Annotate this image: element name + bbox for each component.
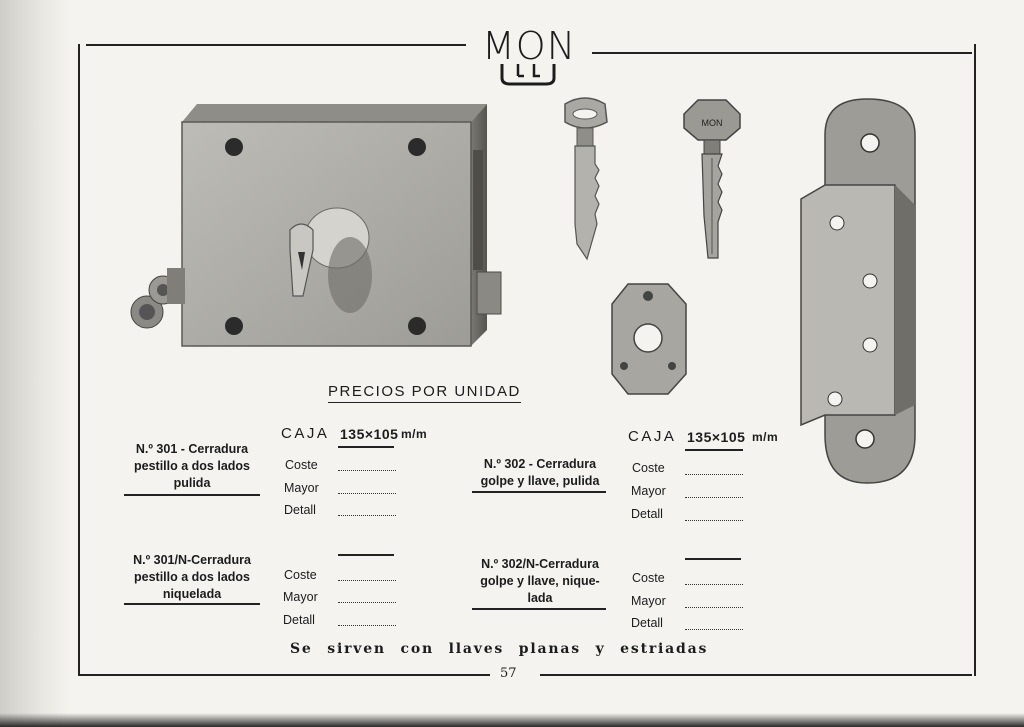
price-field-detall — [338, 625, 396, 626]
product-line: niquelada — [162, 587, 222, 601]
product-divider — [124, 494, 260, 496]
top-rule-left — [86, 44, 466, 46]
price-label-detall: Detall — [284, 503, 316, 517]
product-line: pulida — [173, 476, 211, 490]
escutcheon-plate-illustration-icon — [608, 280, 690, 398]
price-field-coste — [338, 470, 396, 471]
price-field-mayor — [685, 497, 743, 498]
section-separator — [338, 554, 394, 556]
product-line: N.º 302 - Cerradura — [483, 457, 597, 471]
price-field-coste — [338, 580, 396, 581]
product-line: N.º 302/N-Cerradura — [481, 557, 599, 571]
price-label-mayor: Mayor — [631, 484, 666, 498]
page-number: 57 — [500, 666, 517, 681]
product-line: N.º 301/N-Cerradura — [133, 553, 251, 567]
caja-label-left: CAJA — [281, 425, 330, 442]
price-label-mayor: Mayor — [284, 481, 319, 495]
price-label-coste: Coste — [284, 568, 317, 582]
serrated-key-illustration-icon — [680, 96, 745, 264]
product-line: golpe y llave, nique- — [480, 574, 600, 588]
price-field-coste — [685, 584, 743, 585]
product-line: lada — [527, 591, 553, 605]
brand-logo: MON — [482, 24, 577, 68]
section-separator — [685, 558, 741, 560]
product-line: pestillo a dos lados — [134, 459, 250, 473]
product-line: N.º 301 - Cerradura — [135, 442, 249, 456]
price-label-coste: Coste — [632, 461, 665, 475]
price-field-detall — [685, 629, 743, 630]
price-label-mayor: Mayor — [631, 594, 666, 608]
product-302n-title — [466, 556, 614, 607]
dimension-underline — [338, 446, 394, 448]
caja-dimensions-right: 135×105 — [687, 429, 746, 445]
price-heading: PRECIOS POR UNIDAD — [328, 383, 521, 403]
price-field-detall — [338, 515, 396, 516]
price-label-coste: Coste — [632, 571, 665, 585]
product-divider — [124, 603, 260, 605]
flat-key-illustration-icon — [555, 94, 615, 262]
product-divider — [472, 608, 606, 610]
price-label-detall: Detall — [631, 616, 663, 630]
price-field-mayor — [338, 493, 396, 494]
product-line: pestillo a dos lados — [134, 570, 250, 584]
strike-plate-illustration-icon — [795, 95, 925, 487]
bottom-rule-right — [540, 674, 972, 676]
product-301n-title — [118, 552, 266, 603]
dimension-underline — [685, 449, 743, 451]
logo-mark-icon — [498, 62, 558, 88]
page-bottom-shadow — [0, 713, 1024, 727]
price-label-detall: Detall — [283, 613, 315, 627]
caja-label-right: CAJA — [628, 428, 677, 445]
caja-unit-left: m/m — [401, 427, 428, 441]
price-label-coste: Coste — [285, 458, 318, 472]
price-label-detall: Detall — [631, 507, 663, 521]
price-field-mayor — [685, 607, 743, 608]
product-302-title — [466, 456, 614, 490]
price-field-detall — [685, 520, 743, 521]
product-line: golpe y llave, pulida — [480, 474, 600, 488]
footer-note: Se sirven con llaves planas y estriadas — [290, 641, 709, 657]
product-divider — [472, 491, 606, 493]
page-edge-shadow — [0, 0, 70, 727]
bottom-rule-left — [78, 674, 490, 676]
lock-illustration-icon — [125, 100, 510, 350]
price-field-coste — [685, 474, 743, 475]
top-rule-right — [592, 52, 972, 54]
price-label-mayor: Mayor — [283, 590, 318, 604]
price-field-mayor — [338, 602, 396, 603]
product-301-title — [118, 441, 266, 492]
caja-unit-right: m/m — [752, 430, 779, 444]
caja-dimensions-left: 135×105 — [340, 426, 399, 442]
svg-text:MON: MON — [701, 118, 723, 128]
